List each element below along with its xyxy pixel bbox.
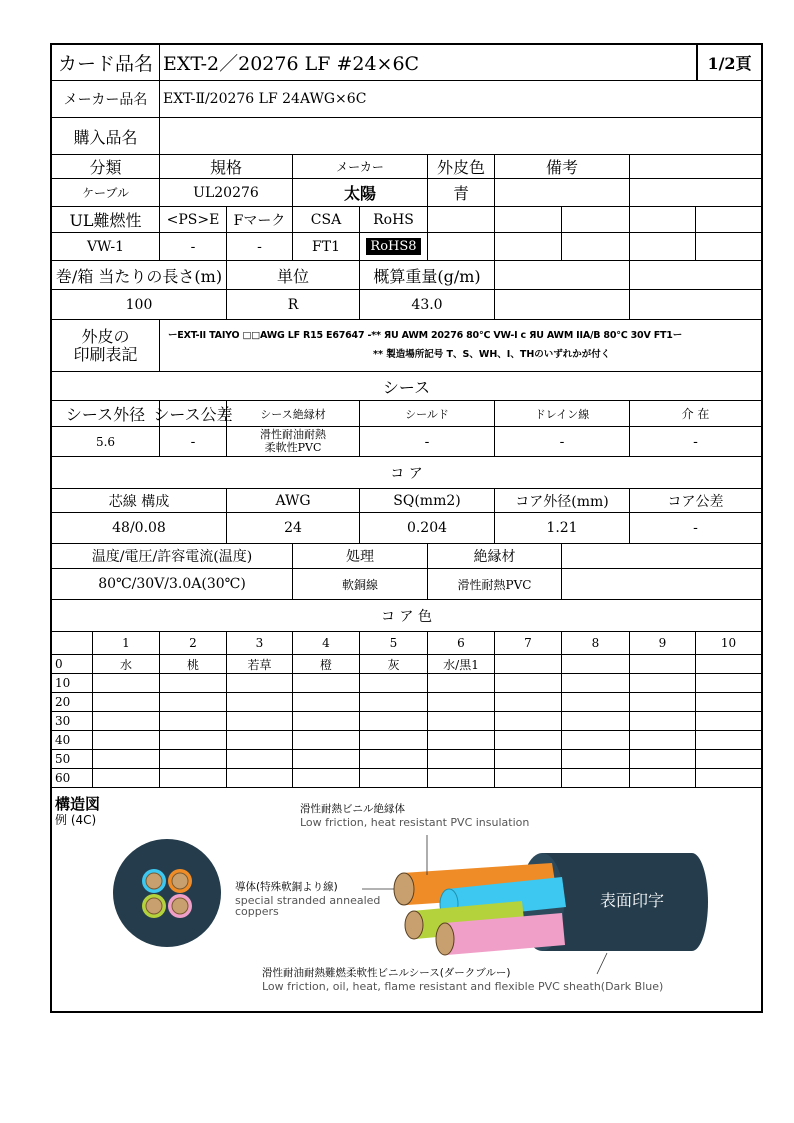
sheath-callout	[262, 967, 663, 993]
core-tolerance-header: コア公差	[667, 493, 724, 510]
temp-value-row	[52, 569, 761, 600]
color-cell	[360, 750, 428, 768]
cross-section-conductor	[172, 873, 188, 889]
color-cell	[360, 674, 428, 692]
unit-value: R	[227, 290, 360, 319]
sheath-title: シース	[382, 377, 431, 397]
spec2-header-row	[52, 207, 761, 233]
spec1-header-row	[52, 155, 761, 179]
color-row	[52, 750, 761, 769]
color-row	[52, 769, 761, 788]
awg-value: 24	[227, 513, 360, 543]
purchase-name-value	[160, 118, 761, 154]
spec2-value-row	[52, 233, 761, 261]
sheath-material-line1: 滑性耐油耐熱	[260, 428, 326, 442]
empty-cell	[562, 207, 630, 232]
color-cell	[428, 769, 495, 787]
csa-value: FT1	[293, 233, 360, 260]
sheath-material-header: シース絶縁材	[227, 401, 360, 426]
color-column-header: 6	[428, 632, 495, 654]
color-cell	[696, 693, 761, 711]
color-cell	[293, 750, 360, 768]
insulation-header: 絶縁材	[428, 544, 562, 568]
color-cell	[630, 769, 696, 787]
color-row-label: 20	[52, 693, 93, 711]
color-column-header: 8	[562, 632, 630, 654]
color-cell	[93, 731, 160, 749]
color-cell	[428, 712, 495, 730]
color-row	[52, 731, 761, 750]
color-row-label: 40	[52, 731, 93, 749]
color-cell	[293, 693, 360, 711]
color-cell	[93, 750, 160, 768]
purchase-name-label: 購入品名	[52, 118, 160, 154]
pse-value: -	[160, 233, 227, 260]
color-cell	[630, 674, 696, 692]
color-cell	[293, 731, 360, 749]
core-color-title-row	[52, 600, 761, 632]
color-cell	[495, 655, 562, 673]
weight-header: 概算重量(g/m)	[360, 261, 495, 289]
color-cell	[293, 769, 360, 787]
color-cell	[630, 750, 696, 768]
color-cell	[696, 750, 761, 768]
insulation-jp: 滑性耐熱ビニル絶縁体	[300, 803, 405, 815]
temp-voltage-current-value: 80℃/30V/3.0A(30℃)	[52, 569, 293, 599]
color-cell	[428, 750, 495, 768]
structure-diagram	[52, 789, 761, 1011]
conductor-en-line1: special stranded annealed	[235, 893, 381, 907]
conductor-en-line2: coppers	[235, 904, 279, 918]
color-cell	[562, 712, 630, 730]
conductor-jp: 導体(特殊軟銅より線)	[235, 881, 338, 893]
treatment-header: 処理	[293, 544, 428, 568]
spec3-value-row	[52, 290, 761, 320]
color-cell	[227, 712, 293, 730]
rohs-header: RoHS	[360, 207, 428, 232]
color-cell	[630, 731, 696, 749]
print-legend-row	[52, 320, 761, 372]
color-cell	[495, 769, 562, 787]
insulation-value: 滑性耐熱PVC	[428, 569, 562, 599]
empty-cell	[428, 233, 495, 260]
weight-value: 43.0	[360, 290, 495, 319]
sheath-od-header: シース外径	[52, 401, 160, 426]
color-column-header: 2	[160, 632, 227, 654]
ul-flame-header: UL難燃性	[52, 207, 160, 232]
color-cell	[630, 655, 696, 673]
color-column-header: 3	[227, 632, 293, 654]
color-cell	[428, 731, 495, 749]
color-cell	[696, 674, 761, 692]
color-cell	[160, 693, 227, 711]
sheath-material-value	[227, 427, 360, 456]
empty-cell	[562, 233, 630, 260]
color-cell	[160, 769, 227, 787]
structure-subtitle: 例 (4C)	[55, 813, 97, 827]
side-conductor	[436, 923, 454, 955]
empty-cell	[562, 544, 761, 568]
color-row	[52, 655, 761, 674]
conductor-construction-header: 芯線 構成	[52, 489, 227, 512]
maker-name-row	[52, 81, 761, 118]
temp-voltage-current-header: 温度/電圧/許容電流(温度)	[52, 544, 293, 568]
shield-header: シールド	[360, 401, 495, 426]
category-value: ケーブル	[52, 179, 160, 206]
page-number: 1/2頁	[697, 45, 761, 80]
category-header: 分類	[52, 155, 160, 178]
sheath-tolerance-value: -	[160, 427, 227, 456]
color-cell	[630, 693, 696, 711]
rohs-badge: RoHS8	[366, 238, 420, 255]
color-row	[52, 712, 761, 731]
color-column-header: 5	[360, 632, 428, 654]
color-cell	[160, 674, 227, 692]
sq-header: SQ(mm2)	[360, 489, 495, 512]
print-legend-label-line1: 外皮の	[81, 326, 130, 346]
empty-cell	[630, 261, 761, 289]
remarks-value	[495, 179, 630, 206]
color-column-header: 9	[630, 632, 696, 654]
f-mark-header: Fマーク	[227, 207, 293, 232]
maker-name-value: EXT-Ⅱ/20276 LF 24AWG×6C	[163, 91, 367, 107]
sheath-header-row	[52, 401, 761, 427]
side-sheath-end	[676, 853, 708, 951]
card-name-label: カード品名	[52, 45, 160, 80]
color-column-header: 7	[495, 632, 562, 654]
color-column-header: 4	[293, 632, 360, 654]
shield-value: -	[360, 427, 495, 456]
cross-section-conductor	[146, 873, 162, 889]
color-cell	[562, 750, 630, 768]
filler-header: 介 在	[681, 407, 710, 421]
awg-header: AWG	[227, 489, 360, 512]
color-cell	[227, 731, 293, 749]
empty-cell	[495, 261, 630, 289]
empty-cell	[696, 233, 761, 260]
color-cell	[562, 693, 630, 711]
maker-header: メーカー	[293, 155, 428, 178]
empty-cell	[630, 290, 761, 319]
color-cell	[562, 731, 630, 749]
drain-wire-value: -	[495, 427, 630, 456]
surface-print-label: 表面印字	[600, 891, 665, 910]
core-header-row	[52, 489, 761, 513]
color-cell: 若草	[227, 655, 293, 673]
structure-title: 構造図	[55, 795, 101, 813]
color-cell	[696, 769, 761, 787]
conductor-construction-value: 48/0.08	[52, 513, 227, 543]
csa-header: CSA	[293, 207, 360, 232]
core-color-title: コ ア 色	[381, 608, 432, 625]
color-cell	[360, 769, 428, 787]
outer-color-value: 青	[428, 179, 495, 206]
outer-color-header: 外皮色	[428, 155, 495, 178]
f-mark-value: -	[227, 233, 293, 260]
spec-sheet	[50, 43, 763, 1013]
color-cell	[160, 731, 227, 749]
side-conductor	[394, 873, 414, 905]
color-cell: 桃	[160, 655, 227, 673]
color-cell: 水	[93, 655, 160, 673]
core-title-row	[52, 457, 761, 489]
maker-value: 太陽	[293, 179, 428, 206]
purchase-name-row	[52, 118, 761, 155]
standard-header: 規格	[160, 155, 293, 178]
empty-cell	[428, 207, 495, 232]
sheath-value-row	[52, 427, 761, 457]
color-row	[52, 674, 761, 693]
maker-name-label: メーカー品名	[52, 81, 160, 117]
color-cell	[93, 769, 160, 787]
standard-value: UL20276	[160, 179, 293, 206]
color-cell	[227, 674, 293, 692]
color-row-label: 0	[52, 655, 93, 673]
cross-section-conductor	[172, 898, 188, 914]
color-cell	[227, 693, 293, 711]
color-cell	[562, 769, 630, 787]
drain-wire-header: ドレイン線	[495, 401, 630, 426]
cross-section-conductor	[146, 898, 162, 914]
color-cell	[428, 693, 495, 711]
core-title: コ ア	[390, 465, 423, 482]
pse-header: <PS>E	[160, 207, 227, 232]
empty-cell	[630, 233, 696, 260]
card-name-value: EXT-2／20276 LF #24×6C	[160, 45, 697, 80]
color-cell	[428, 674, 495, 692]
color-cell	[630, 712, 696, 730]
remarks-header: 備考	[495, 155, 630, 178]
bottom-rule	[52, 1011, 761, 1012]
core-od-value: 1.21	[495, 513, 630, 543]
color-cell	[227, 769, 293, 787]
empty-cell	[696, 207, 761, 232]
spec1-value-row	[52, 179, 761, 207]
print-legend-label	[52, 320, 160, 371]
color-cell	[562, 655, 630, 673]
core-od-header: コア外径(mm)	[495, 489, 630, 512]
temp-header-row	[52, 544, 761, 569]
color-cell	[360, 693, 428, 711]
color-cell	[696, 712, 761, 730]
color-cell	[93, 712, 160, 730]
color-corner-cell	[52, 632, 93, 654]
sheath-tolerance-header: シース公差	[160, 401, 227, 426]
color-row-label: 30	[52, 712, 93, 730]
core-tolerance-value: -	[693, 520, 698, 536]
color-cell	[293, 674, 360, 692]
color-cell	[562, 674, 630, 692]
empty-cell	[495, 290, 630, 319]
cross-section-sheath	[113, 839, 221, 947]
color-cell: 灰	[360, 655, 428, 673]
cable-cross-section	[113, 839, 221, 947]
color-cell	[293, 712, 360, 730]
sheath-en: Low friction, oil, heat, flame resistant and flexible PVC sheath(Dark Blue)	[262, 979, 664, 993]
rohs-value-cell	[360, 233, 428, 260]
sq-value: 0.204	[360, 513, 495, 543]
color-cell	[93, 693, 160, 711]
color-header-row	[52, 632, 761, 655]
core-value-row	[52, 513, 761, 544]
treatment-value: 軟銅線	[293, 569, 428, 599]
side-conductor	[405, 911, 423, 939]
color-cell: 橙	[293, 655, 360, 673]
print-legend-line1: ーEXT-II TAIYO □□AWG LF R15 E67647 -** ЯU AWM 20276 80℃ VW-I c ЯU AWM IIA/B 80℃ 30V FT1ー	[168, 330, 683, 342]
card-name-row	[52, 45, 761, 81]
unit-header: 単位	[227, 261, 360, 289]
color-cell	[160, 750, 227, 768]
color-cell	[360, 712, 428, 730]
color-cell	[227, 750, 293, 768]
length-per-reel-value: 100	[52, 290, 227, 319]
color-row-label: 10	[52, 674, 93, 692]
insulation-en: Low friction, heat resistant PVC insulation	[300, 815, 530, 829]
print-legend-line2: ** 製造場所記号 T、S、WH、I、THのいずれかが付く	[373, 348, 611, 360]
empty-cell	[562, 569, 761, 599]
color-cell	[160, 712, 227, 730]
print-legend-text	[160, 320, 761, 371]
filler-value: -	[693, 433, 698, 450]
print-legend-label-line2: 印刷表記	[73, 344, 138, 364]
sheath-material-line2: 柔軟性PVC	[264, 440, 322, 454]
color-cell: 水/黒1	[428, 655, 495, 673]
empty-cell	[495, 233, 562, 260]
color-column-header: 10	[720, 636, 737, 650]
spec3-header-row	[52, 261, 761, 290]
insulation-callout	[300, 803, 529, 829]
color-cell	[495, 693, 562, 711]
spare-cell	[630, 155, 761, 178]
color-cell	[696, 655, 761, 673]
empty-cell	[630, 207, 696, 232]
sheath-od-value: 5.6	[52, 427, 160, 456]
color-cell	[93, 674, 160, 692]
color-row	[52, 693, 761, 712]
empty-cell	[495, 207, 562, 232]
color-column-header: 1	[93, 632, 160, 654]
color-row-label: 50	[52, 750, 93, 768]
color-cell	[696, 731, 761, 749]
color-cell	[495, 750, 562, 768]
sheath-jp: 滑性耐油耐熱難燃柔軟性ビニルシース(ダークブルー)	[262, 967, 511, 979]
color-row-label: 60	[52, 769, 93, 787]
sheath-title-row	[52, 372, 761, 401]
color-cell	[495, 674, 562, 692]
color-cell	[495, 712, 562, 730]
conductor-callout	[235, 881, 380, 918]
spare-cell	[630, 179, 761, 206]
color-cell	[495, 731, 562, 749]
length-per-reel-header: 巻/箱 当たりの長さ(m)	[52, 261, 227, 289]
color-cell	[360, 731, 428, 749]
ul-flame-value: VW-1	[52, 233, 160, 260]
